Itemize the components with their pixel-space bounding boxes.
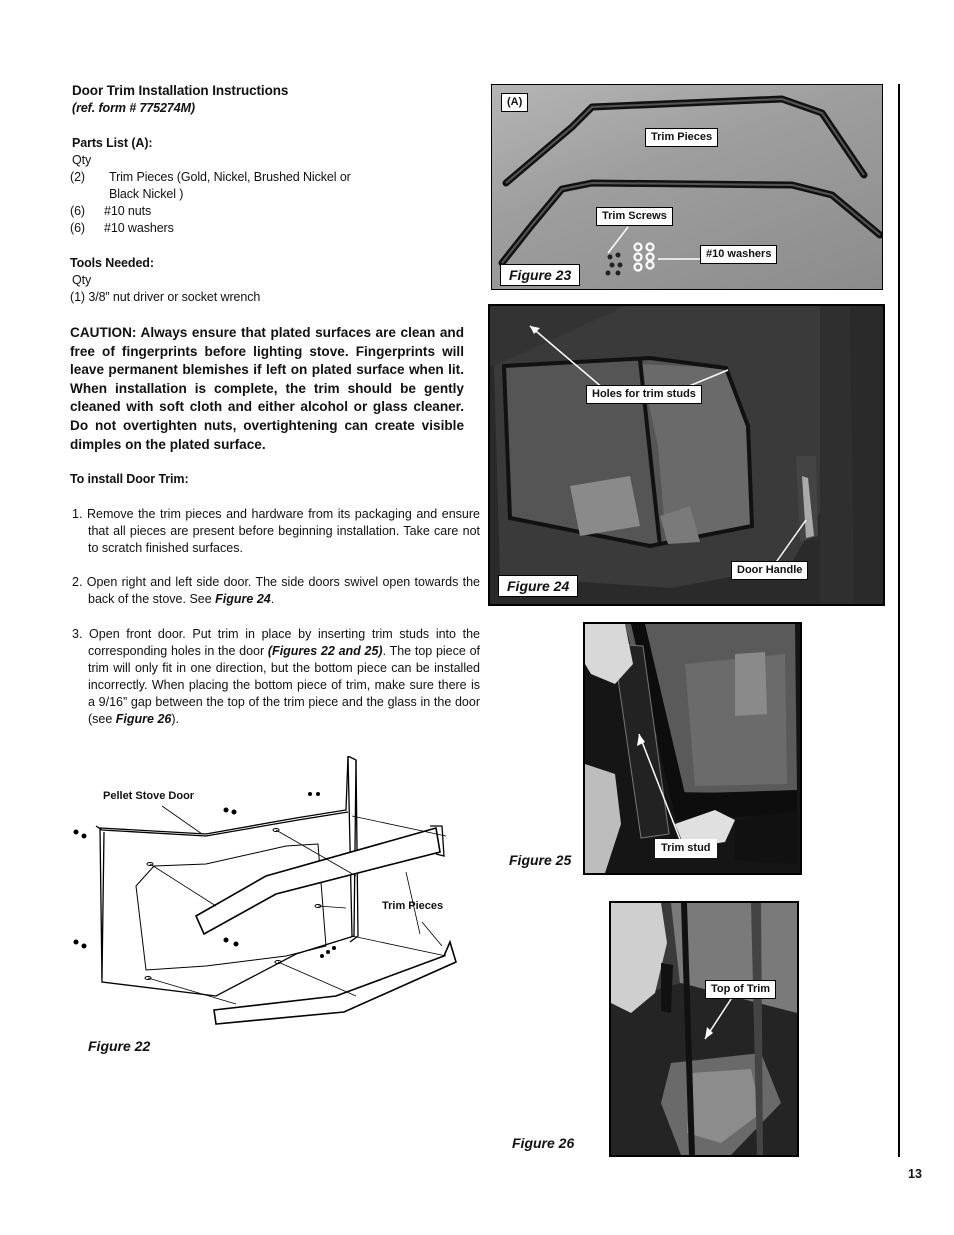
figure-23-label-washers: #10 washers: [700, 245, 777, 264]
figure-22-label-trim: Trim Pieces: [382, 900, 444, 912]
parts-item-2-text: #10 nuts: [104, 204, 152, 218]
figure-23-tag: (A): [501, 93, 528, 112]
install-step-2: 2. Open right and left side door. The side doors swivel open towards the back of the stove. See Figure 24.: [72, 575, 480, 606]
parts-item-1-text-cont: Black Nickel ): [109, 187, 184, 201]
figure-24-label-holes: Holes for trim studs: [586, 385, 702, 404]
figure-25-photo: [583, 622, 802, 875]
figure-22-caption: Figure 22: [88, 1038, 151, 1054]
tools-item: (1) 3/8” nut driver or socket wrench: [70, 290, 261, 304]
figure-23-caption: Figure 23: [500, 264, 580, 286]
figure-26-photo: [609, 901, 799, 1157]
figures-22-25-ref: (Figures 22 and 25): [267, 644, 383, 658]
figure-24-ref: Figure 24: [215, 592, 271, 606]
install-step-3: 3. Open front door. Put trim in place by inserting trim studs into the corresponding holes in the door (Figures 22 and 25). The top piece of trim will only fit in one direction, but the bottom piece can be installed incorrectly. When placing the bottom piece of trim, make sure there is a 9/16” gap between the top of the trim piece and the glass in the door (see Figure 26).: [72, 627, 480, 726]
parts-item-3-qty: (6): [70, 221, 85, 235]
page-number: 13: [908, 1167, 922, 1181]
margin-rule: [898, 84, 900, 1157]
parts-item-1-text: Trim Pieces (Gold, Nickel, Brushed Nickel or: [109, 170, 351, 184]
figure-24-caption: Figure 24: [498, 575, 578, 597]
install-step-1: 1. Remove the trim pieces and hardware from its packaging and ensure that all pieces are present before beginning installation. Take care not to scratch finished surfaces.: [72, 507, 480, 555]
figure-23-label-screws: Trim Screws: [596, 207, 673, 226]
reference-form: (ref. form # 775274M): [72, 101, 195, 115]
parts-item-2-qty: (6): [70, 204, 85, 218]
tools-qty-label: Qty: [72, 273, 92, 287]
figure-25-caption: Figure 25: [509, 852, 572, 868]
figure-24-photo: [488, 304, 885, 606]
section-title: Door Trim Installation Instructions: [72, 83, 289, 98]
figure-26-label-top: Top of Trim: [705, 980, 776, 999]
parts-list-heading: Parts List (A):: [72, 136, 153, 150]
parts-item-1-qty: (2): [70, 170, 85, 184]
figure-23-photo: [491, 84, 883, 290]
figure-25-label-stud: Trim stud: [655, 839, 717, 858]
parts-item-3-text: #10 washers: [104, 221, 174, 235]
caution-paragraph: CAUTION: Always ensure that plated surfaces are clean and free of fingerprints before lighting stove. Fingerprints will leave permanent blemishes if left on plated surface when lit. When installation is complete, the trim should be gently cleaned with soft cloth and either alcohol or glass cleaner. Do not overtighten nuts, overtightening can create visible dimples on the plated surface.: [70, 325, 464, 452]
figure-24-label-handle: Door Handle: [731, 561, 808, 580]
parts-qty-label: Qty: [72, 153, 92, 167]
install-heading: To install Door Trim:: [70, 472, 189, 486]
figure-22-label-door: Pellet Stove Door: [103, 790, 195, 802]
figure-26-caption: Figure 26: [512, 1135, 575, 1151]
figure-23-label-trim: Trim Pieces: [645, 128, 718, 147]
figure-26-ref: Figure 26: [115, 712, 172, 726]
tools-heading: Tools Needed:: [70, 256, 154, 270]
